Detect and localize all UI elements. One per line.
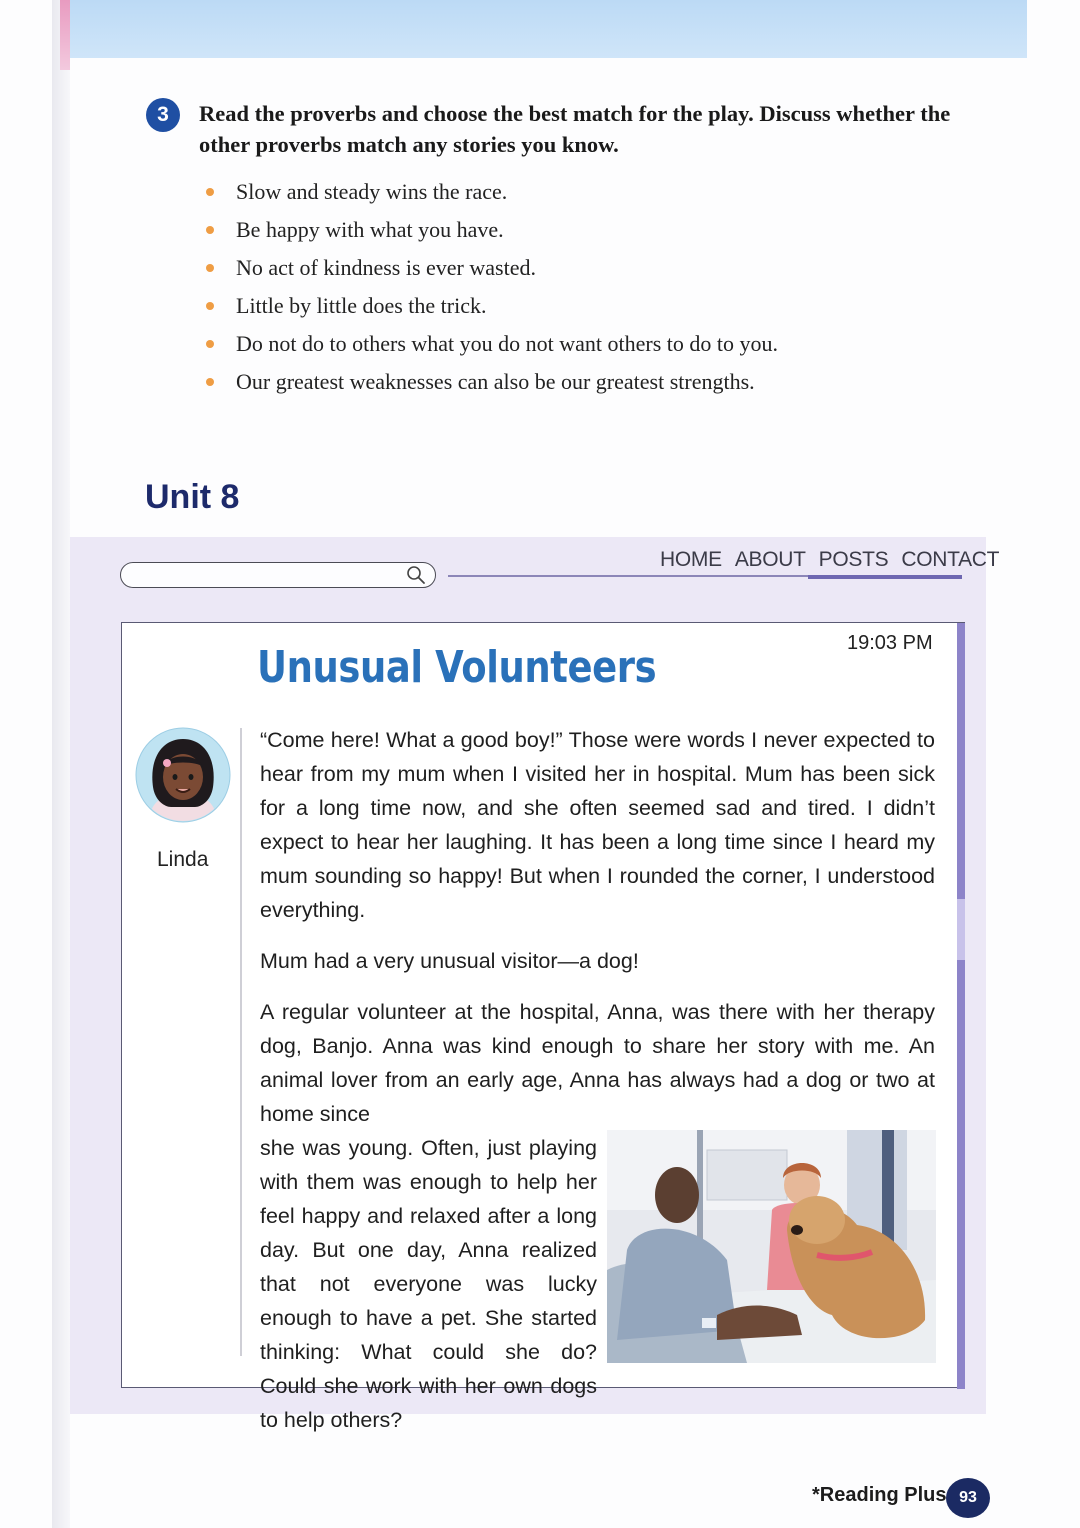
proverb-text: Be happy with what you have.	[236, 217, 504, 242]
post-paragraph: Mum had a very unusual visitor—a dog!	[260, 949, 639, 973]
list-item	[205, 365, 778, 403]
page-number: 93	[946, 1478, 990, 1518]
post-divider	[240, 728, 242, 1356]
nav-contact[interactable]: CONTACT	[901, 548, 1000, 571]
page-edge-tab	[60, 0, 70, 70]
nav-active-underline	[808, 575, 962, 579]
bullet-icon	[206, 264, 214, 272]
proverb-text: Slow and steady wins the race.	[236, 179, 508, 204]
nav-about[interactable]: ABOUT	[734, 548, 806, 571]
bullet-icon	[206, 378, 214, 386]
proverb-text: Do not do to others what you do not want others to do to you.	[236, 331, 779, 356]
nav-home[interactable]: HOME	[660, 548, 722, 571]
bullet-icon	[206, 188, 214, 196]
list-item	[205, 289, 778, 327]
list-item	[205, 327, 778, 365]
blog-nav	[660, 548, 999, 572]
list-item	[205, 251, 778, 289]
top-banner	[70, 0, 1027, 58]
post-title: Unusual Volunteers	[257, 642, 657, 693]
search-input[interactable]	[120, 562, 436, 588]
bullet-icon	[206, 340, 214, 348]
bullet-icon	[206, 226, 214, 234]
proverb-text: No act of kindness is ever wasted.	[236, 255, 536, 280]
nav-posts[interactable]: POSTS	[818, 548, 889, 571]
footer-label: *Reading Plus	[812, 1484, 947, 1506]
bullet-icon	[206, 302, 214, 310]
proverb-text: Little by little does the trick.	[236, 293, 487, 318]
author-name: Linda	[157, 848, 209, 871]
post-photo	[607, 1130, 936, 1363]
post-paragraph: A regular volunteer at the hospital, Anna, was there with her therapy dog, Banjo. Anna was kind enough to share her story with me. An animal lover from an early age, Anna has always had a dog or two at home since	[260, 1000, 935, 1126]
exercise-instruction: Read the proverbs and choose the best match for the play. Discuss whether the other proverbs match any stories you know.	[199, 101, 951, 157]
exercise-number-badge: 3	[146, 98, 180, 132]
post-timestamp: 19:03 PM	[847, 632, 933, 654]
list-item	[205, 175, 778, 213]
proverb-text: Our greatest weaknesses can also be our greatest strengths.	[236, 369, 755, 394]
post-paragraph: “Come here! What a good boy!” Those were words I never expected to hear from my mum when I visited her in hospital. Mum has been sick for a long time now, and she often seemed sad and tired. I didn’t expect to hear her laughing. It has been a long time since I heard my mum sounding so happy! But when I rounded the corner, I understood everything.	[260, 728, 935, 922]
list-item	[205, 213, 778, 251]
search-icon[interactable]	[405, 564, 427, 586]
proverb-list	[205, 175, 778, 403]
unit-title: Unit 8	[145, 478, 240, 516]
post-scrollbar[interactable]	[957, 623, 965, 1389]
avatar	[135, 727, 231, 823]
page-edge	[52, 0, 70, 1528]
post-paragraph: she was young. Often, just playing with them was enough to help her feel happy and relaxed after a long day. But one day, Anna realized that not everyone was lucky enough to have a pet. She started thinking: What could she do? Could she work with her own dogs to help others?	[260, 1136, 597, 1432]
